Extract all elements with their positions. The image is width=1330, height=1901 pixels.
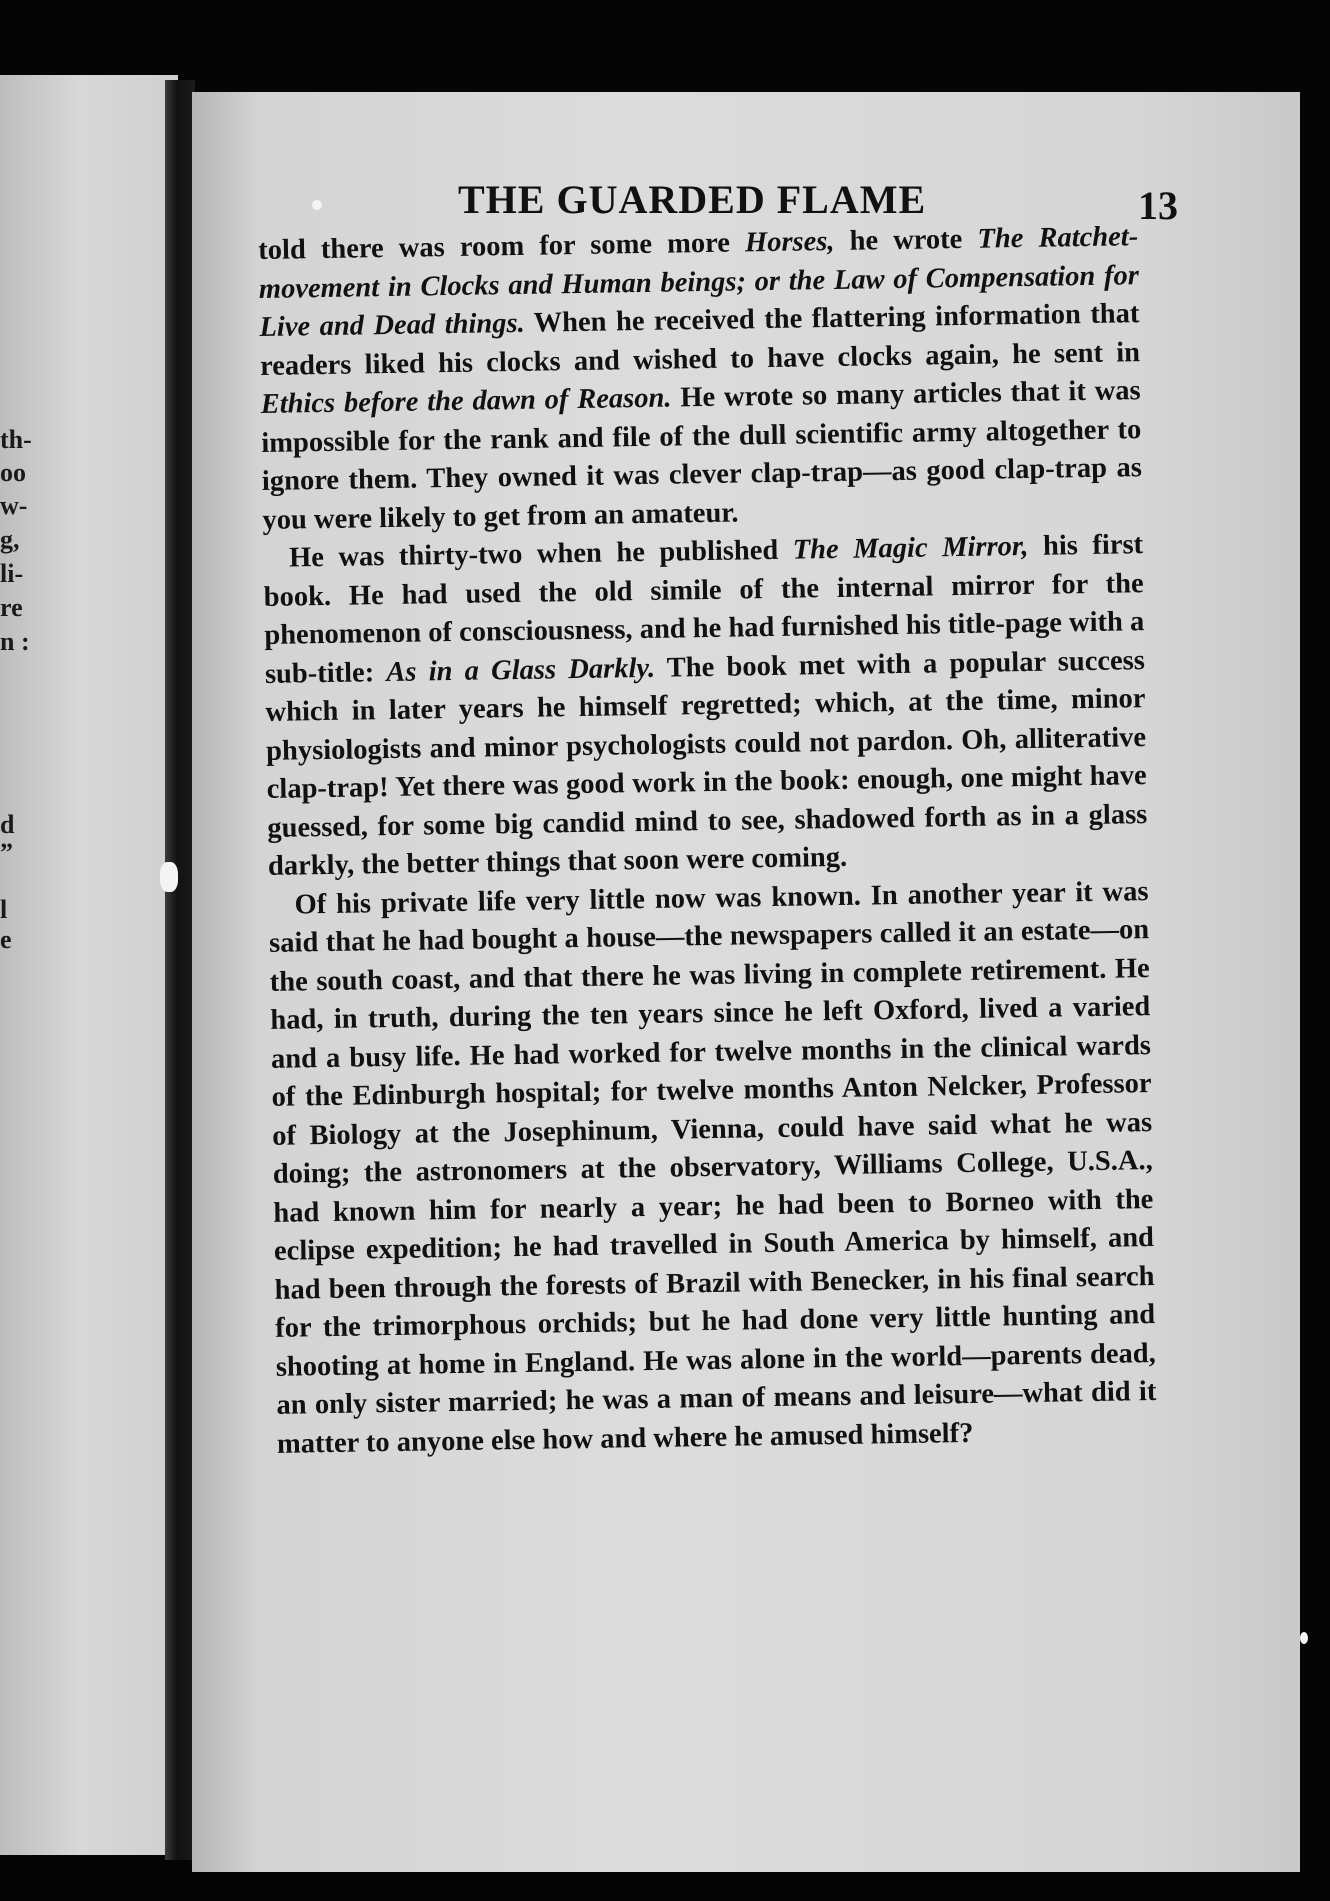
facing-page-fragment: e [0,925,12,954]
facing-page-fragment: g, [0,525,20,554]
text-run: The book met with a popular success which in later years he himself regretted; which, at the time, minor physiologists and minor psychologists could not pardon. Oh, alliterative clap-trap! Yet there was good work in the book: enough, one might have guessed, for some big candid mind to see, shadowed forth as in a glass darkly, the better things that soon were coming. [265,644,1148,882]
paragraph [268,873,1157,1464]
paragraph [258,218,1143,540]
italic-title-run: As in a Glass Darkly. [386,652,656,688]
facing-page-fragment: re [0,593,23,622]
text-run: told there was room for some more [258,227,746,266]
paragraph [263,526,1148,886]
paper-speck [160,862,178,892]
text-run: He was thirty-two when he published [288,534,794,574]
facing-page-fragment: d [0,810,15,839]
italic-title-run: Ethics before the dawn of Reason. [260,382,672,420]
page-number: 13 [1138,183,1178,228]
facing-page-fragment: ” [0,838,13,867]
facing-page-fragment: n : [0,627,30,656]
facing-page-fragment: li- [0,559,24,588]
facing-page [0,75,178,1855]
text-run: his first book. He had used the old simile of the internal mirror for the phenomenon of consciousness, and he had furnished his title-page with a sub-title: [263,529,1145,690]
text-run: When he received the flattering information that readers liked his clocks and wished to have clocks again, he sent in [259,298,1141,382]
text-run: he wrote [834,223,978,257]
body-text [258,218,1157,1464]
facing-page-fragment: w- [0,491,28,520]
italic-title-run: Horses, [744,225,835,259]
facing-page-fragment: oo [0,458,26,487]
italic-title-run: The Ratchet-movement in Clocks and Human beings; or the Law of Compensation for Live and Dead things. [258,221,1140,343]
facing-page-fragment: th- [0,425,32,454]
running-title: THE GUARDED FLAME [458,177,927,222]
paper-speck [1300,1632,1308,1644]
text-run: He wrote so many articles that it was impossible for the rank and file of the dull scientific army altogether to ignore them. They owned it was clever clap-trap—as good clap-trap as you were likely to get from an amateur. [261,375,1143,536]
facing-page-fragment: l [0,895,8,924]
italic-title-run: The Magic Mirror, [792,530,1029,566]
book-gutter [165,80,195,1860]
facing-page-text-fragments [0,75,60,1855]
text-run: Of his private life very little now was known. In another year it was said that he had bought a house—the newspapers called it an estate—on the south coast, and that there he was living in complete retirement. He had, in truth, during the ten years since he left Oxford, lived a varied and a busy life. He had worked for twelve months in the clinical wards of the Edinburgh hospital; for twelve months Anton Nelcker, Professor of Biology at the Josephinum, Vienna, could have said what he was doing; the astronomers at the observatory, Williams College, U.S.A., had known him for nearly a year; he had been to Borneo with the eclipse expedition; he had travelled in South America by himself, and had been through the forests of Brazil with Benecker, in his final search for the trimorphous orchids; but he had done very little hunting and shooting at home in England. He was alone in the world—parents dead, an only sister married; he was a man of means and leisure—what did it matter to anyone else how and where he amused himself? [268,875,1157,1460]
